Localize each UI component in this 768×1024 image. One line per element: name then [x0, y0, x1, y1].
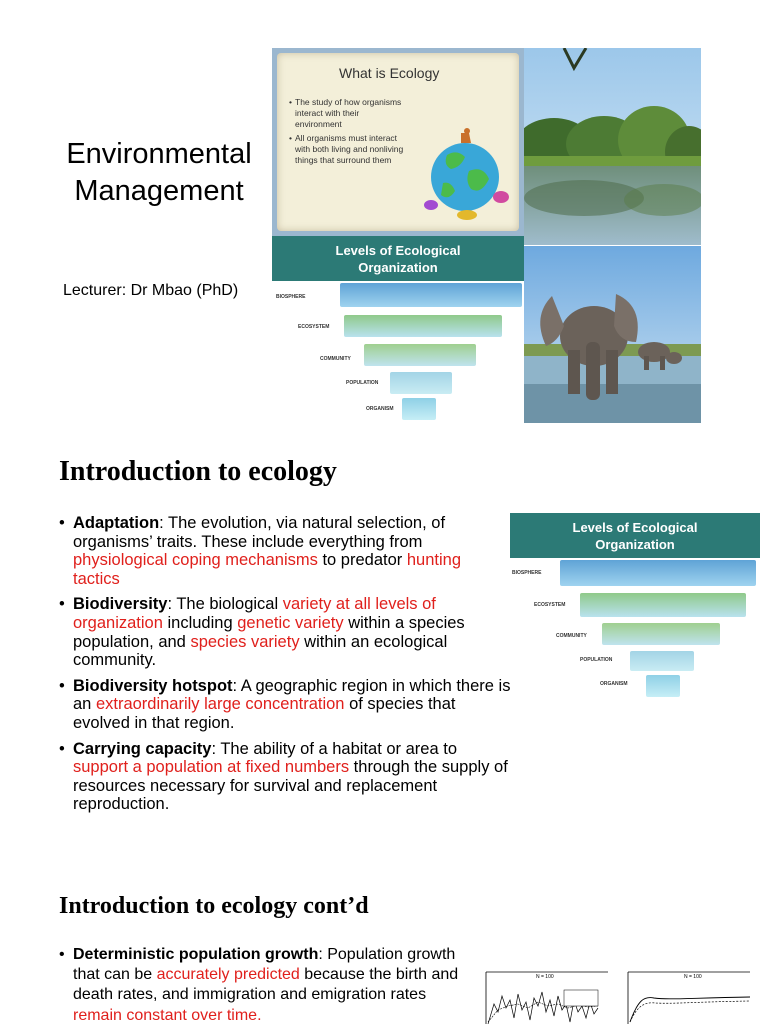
levels-diagram-slide1 — [272, 236, 524, 426]
card-bullet: • All organisms must interact with both living and nonliving things that surround them — [289, 133, 407, 166]
lake-photo — [524, 48, 701, 245]
definition-item — [59, 514, 511, 588]
globe-animals-illustration — [417, 125, 517, 225]
levels-title-line-2: Organization — [358, 260, 438, 275]
highlight-text: genetic variety — [237, 613, 344, 632]
lake-scene — [524, 48, 701, 245]
levels-title-line-1: Levels of Ecological — [572, 520, 698, 535]
slide3-heading: Introduction to ecology cont’d — [59, 893, 369, 919]
biosphere-block — [560, 560, 756, 586]
definition-text: of species that evolved in that region. — [73, 695, 456, 732]
population-graphs — [478, 960, 754, 1024]
term: Biodiversity — [73, 595, 168, 614]
definition-text: : A geographic region in which there is an — [73, 676, 511, 714]
term: Carrying capacity — [73, 739, 212, 758]
community-block — [602, 623, 720, 645]
card-paper — [277, 53, 519, 231]
level-label: ECOSYSTEM — [298, 324, 330, 330]
graph-legend — [564, 990, 598, 1006]
highlight-text: physiological coping mechanisms — [73, 551, 318, 570]
definition-text: : Population growth that can be — [73, 946, 456, 984]
highlight-text: extraordinarily large concentration — [95, 695, 345, 714]
what-is-ecology-card — [272, 48, 524, 236]
level-label: COMMUNITY — [320, 356, 351, 362]
slide2-heading: Introduction to ecology — [59, 456, 337, 487]
population-block — [390, 372, 452, 394]
elephant-photo — [524, 246, 701, 423]
organism-block — [402, 398, 436, 420]
term: Biodiversity hotspot — [73, 676, 233, 695]
highlight-text: species variety — [190, 632, 300, 651]
definition-item — [59, 677, 511, 733]
level-label: POPULATION — [580, 657, 613, 663]
levels-title-line-2: Organization — [595, 537, 675, 552]
level-label: ORGANISM — [366, 406, 394, 412]
level-label: ECOSYSTEM — [534, 602, 566, 608]
level-label: ORGANISM — [600, 681, 628, 687]
level-label: POPULATION — [346, 380, 379, 386]
population-graphs-svg — [478, 960, 754, 1024]
population-block — [630, 651, 694, 671]
title-line-2: Management — [74, 175, 244, 207]
lecturer-label: Lecturer: Dr Mbao (PhD) — [63, 282, 239, 299]
definition-text: : The ability of a habitat or area to — [211, 739, 457, 758]
definition-item — [59, 595, 511, 669]
levels-banner — [510, 513, 760, 558]
ecosystem-block — [344, 315, 502, 337]
levels-banner — [272, 236, 524, 281]
levels-title-line-1: Levels of Ecological — [335, 243, 461, 258]
definition-item — [59, 945, 459, 1024]
definition-text: : The evolution, via natural selection, of organisms’ traits. These include everything from — [73, 514, 446, 551]
card-bullet-list — [289, 97, 407, 169]
ecosystem-block — [580, 593, 746, 617]
card-title: What is Ecology — [339, 65, 440, 81]
community-block — [364, 344, 476, 366]
graph-label: N = 100 — [536, 974, 554, 980]
level-label: BIOSPHERE — [512, 570, 542, 576]
highlight-text: support a population at fixed numbers — [73, 758, 350, 777]
definition-item — [59, 740, 511, 814]
graph-label: N = 100 — [684, 974, 702, 980]
slide2-bullet-list — [59, 514, 511, 821]
highlight-text: accurately predicted — [156, 966, 300, 984]
card-bullet: • The study of how organisms interact with their environment — [289, 97, 407, 130]
biosphere-block — [340, 283, 522, 307]
slide1-title — [48, 136, 270, 210]
definition-text: within a species population, and — [73, 613, 465, 651]
levels-diagram-slide2 — [510, 513, 760, 699]
highlight-text: hunting tactics — [73, 551, 461, 588]
definition-text: including — [162, 613, 238, 632]
term: Adaptation — [73, 514, 160, 532]
definition-text: to predator — [317, 551, 407, 570]
definition-text: within an ecological community. — [73, 632, 448, 670]
level-label: BIOSPHERE — [276, 294, 306, 300]
title-line-1: Environmental — [66, 138, 252, 170]
highlight-text: variety at all levels of organization — [73, 595, 436, 632]
level-label: COMMUNITY — [556, 633, 587, 639]
definition-text: because the birth and death rates, and immigration and emigration rates — [73, 966, 459, 1004]
term: Deterministic population growth — [73, 946, 319, 963]
elephant-scene — [524, 246, 701, 423]
definition-text: : The biological — [167, 595, 283, 614]
highlight-text: remain constant over time. — [73, 1006, 262, 1024]
definition-text: through the supply of resources necessary for survival and replacement reproduction. — [73, 758, 508, 814]
slide3-bullet-list — [59, 945, 459, 1024]
organism-block — [646, 675, 680, 697]
